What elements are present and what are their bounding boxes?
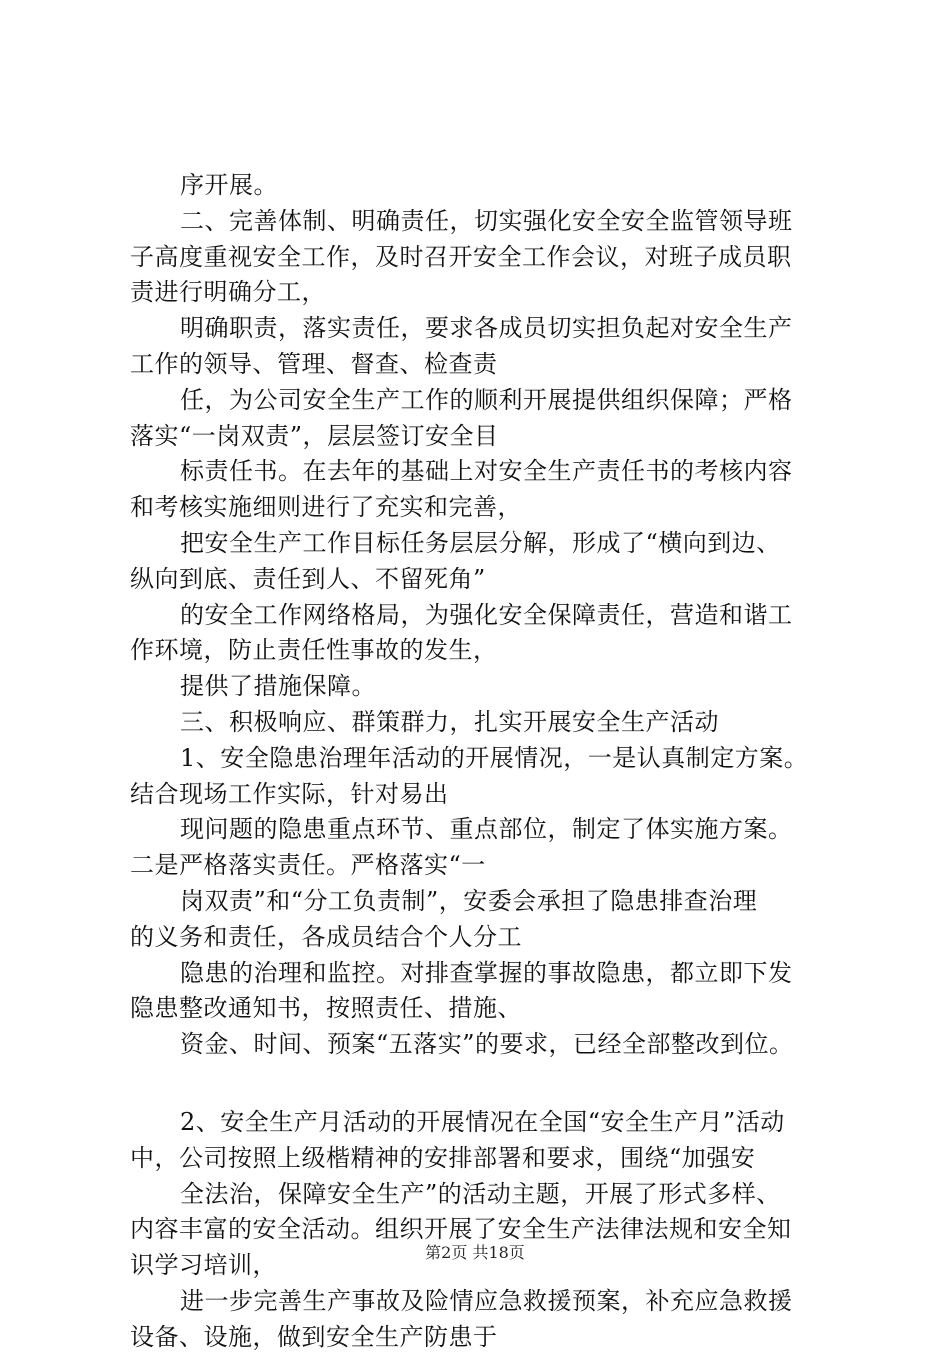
text-line: 的义务和责任，各成员结合个人分工 <box>130 922 522 951</box>
text-line: 工作的领导、管理、督查、检查责 <box>130 349 498 378</box>
text-line: 二、完善体制、明确责任，切实强化安全安全监管领导班 <box>180 206 793 235</box>
text-line: 1、安全隐患治理年活动的开展情况，一是认真制定方案。 <box>180 743 809 772</box>
text-line: 明确职责，落实责任，要求各成员切实担负起对安全生产 <box>180 314 793 343</box>
text-line: 现问题的隐患重点环节、重点部位，制定了体实施方案。 <box>180 815 793 844</box>
page-footer: 第2页 共18页 <box>425 1243 525 1262</box>
text-line: 标责任书。在去年的基础上对安全生产责任书的考核内容 <box>180 457 793 486</box>
text-line: 子高度重视安全工作，及时召开安全工作会议，对班子成员职 <box>130 242 792 271</box>
text-line: 作环境，防止责任性事故的发生， <box>130 636 498 665</box>
text-line: 落实“一岗双责”，层层签订安全目 <box>130 421 499 450</box>
text-line: 三、积极响应、群策群力，扎实开展安全生产活动 <box>180 707 719 736</box>
text-line: 责进行明确分工， <box>130 278 326 307</box>
text-line: 设备、设施，做到安全生产防患于 <box>130 1322 498 1351</box>
text-line: 提供了措施保障。 <box>180 672 376 701</box>
text-line <box>130 1063 830 1105</box>
text-line: 把安全生产工作目标任务层层分解，形成了“横向到边、 <box>180 528 781 557</box>
text-line: 全法治，保障安全生产”的活动主题，开展了形式多样、 <box>180 1179 781 1208</box>
text-line: 隐患的治理和监控。对排查掌握的事故隐患，都立即下发 <box>180 958 793 987</box>
text-line: 任，为公司安全生产工作的顺利开展提供组织保障；严格 <box>180 385 793 414</box>
text-line: 2、安全生产月活动的开展情况在全国“安全生产月”活动 <box>180 1107 785 1136</box>
text-line: 二是严格落实责任。严格落实“一 <box>130 851 486 880</box>
text-line: 序开展。 <box>180 171 278 199</box>
text-line: 岗双责”和“分工负责制”，安委会承担了隐患排查治理 <box>180 886 758 915</box>
text-line: 纵向到底、责任到人、不留死角” <box>130 564 486 593</box>
text-line: 资金、时间、预案“五落实”的要求，已经全部整改到位。 <box>180 1030 794 1059</box>
text-line: 隐患整改通知书，按照责任、措施、 <box>130 994 522 1023</box>
text-line: 和考核实施细则进行了充实和完善， <box>130 493 522 522</box>
text-line: 中，公司按照上级楷精神的安排部署和要求，围绕“加强安 <box>130 1143 756 1172</box>
text-line: 的安全工作网络格局，为强化安全保障责任，营造和谐工 <box>180 600 793 629</box>
text-line: 内容丰富的安全活动。组织开展了安全生产法律法规和安全知 <box>130 1215 792 1244</box>
text-line: 结合现场工作实际，针对易出 <box>130 779 449 808</box>
text-line: 进一步完善生产事故及险情应急救援预案，补充应急救援 <box>180 1286 793 1315</box>
text-line: 识学习培训， <box>130 1251 277 1280</box>
document-body <box>130 168 830 1356</box>
